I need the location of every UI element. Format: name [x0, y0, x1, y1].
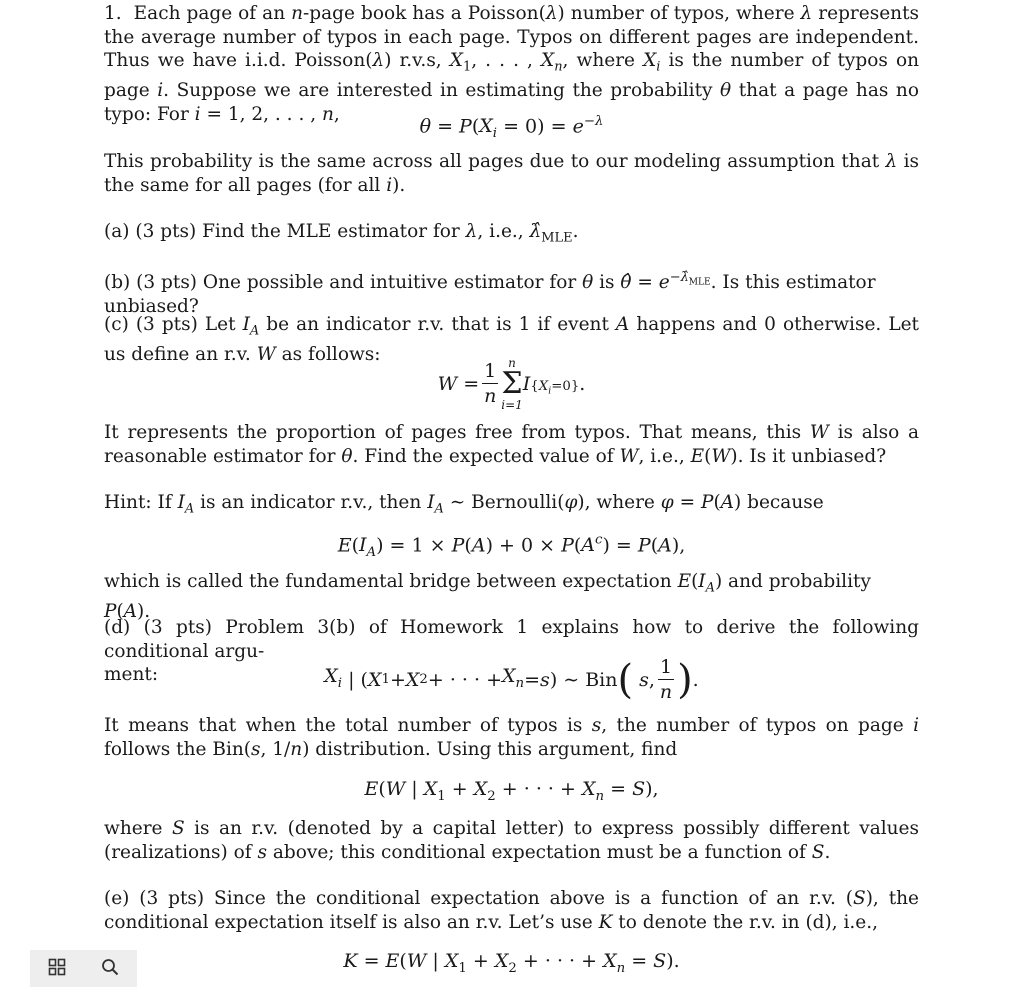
search-icon	[101, 958, 119, 980]
grid-view-button[interactable]	[43, 955, 71, 983]
problem-intro: 1. Each page of an n-page book has a Poisson(λ) number of typos, where λ represents the average number of typos in each page. Typos on different pages are independent. Thus we have i.i.d. Poisson(λ) r.v.s, $X_1$, . . . , $X_n$, where $X_i$ is the number of typos on page i. Suppose we are interested in estimating the probability θ that a page has no typo: For i = 1, 2, . . . , n,	[104, 3, 920, 125]
part-b: (b) (3 pts) One possible and intuitive estimator for θ is θ̂ = $e^{-\lambdâ_{MLE}}$. Is this estimator unbiased?	[104, 270, 876, 318]
equation-k: K = E(W | $X_1 + X_2$ + · · · + $X_n = S$).	[343, 950, 680, 976]
part-c: (c) (3 pts) Let $I_A$ be an indicator r.v. that is 1 if event A happens and 0 otherwise. Let us define an r.v. W as follows:	[104, 314, 919, 366]
equation-w: W = $\frac{1}{n}$ n Σ i=1 I $_{\{X_i =0\}}$ .	[437, 356, 586, 412]
grid-view-icon	[48, 958, 66, 980]
part-e: (e) (3 pts) Since the conditional expectation above is a function of an r.v. (S), the conditional expectation itself is also an r.v. Let’s use K to denote the r.v. in (d), i.e.,	[104, 888, 919, 933]
equation-conditional: $X_i$ | ( X 1 + X 2 + · · · + $X_n$ = s ) ∼ Bin ( s , $\frac{1}{n}$ ) .	[324, 656, 699, 703]
equation-find: E(W | $X_1 + X_2$ + · · · + $X_n = S$),	[364, 778, 659, 804]
part-a: (a) (3 pts) Find the MLE estimator for λ, i.e., $\lambdâ_{MLE}$.	[104, 221, 579, 246]
paragraph-proportion: It represents the proportion of pages free from typos. That means, this W is also a reasonable estimator for θ. Find the expected value of W, i.e., E(W). Is it unbiased?	[104, 422, 919, 467]
search-button[interactable]	[96, 955, 124, 983]
paragraph-bridge: which is called the fundamental bridge between expectation $E(I_A)$ and probability P(A).	[104, 571, 871, 623]
paragraph-same-probability: This probability is the same across all pages due to our modeling assumption that λ is the same for all pages (for all i).	[104, 151, 920, 196]
viewer-toolbar	[30, 950, 137, 987]
equation-theta: $\theta = P(X_i = 0) = e^{-\lambda}$	[419, 114, 604, 142]
paragraph-meaning: It means that when the total number of typos is s, the number of typos on page i follows the Bin(s, 1/n) distribution. Using this argument, find	[104, 715, 919, 760]
problem-number: 1.	[104, 3, 122, 24]
equation-hint: $E(I_A) = 1 \times P(A) + 0 \times P(A^c) = P(A)$,	[337, 533, 686, 561]
hint-text: Hint: If $I_A$ is an indicator r.v., then $I_A$ ∼ Bernoulli(φ), where φ = P(A) because	[104, 492, 824, 517]
part-d: (d) (3 pts) Problem 3(b) of Homework 1 explains how to derive the following conditional argu- ment:	[104, 617, 919, 685]
paragraph-where: where S is an r.v. (denoted by a capital letter) to express possibly different values (realizations) of s above; this conditional expectation must be a function of S.	[104, 818, 920, 863]
